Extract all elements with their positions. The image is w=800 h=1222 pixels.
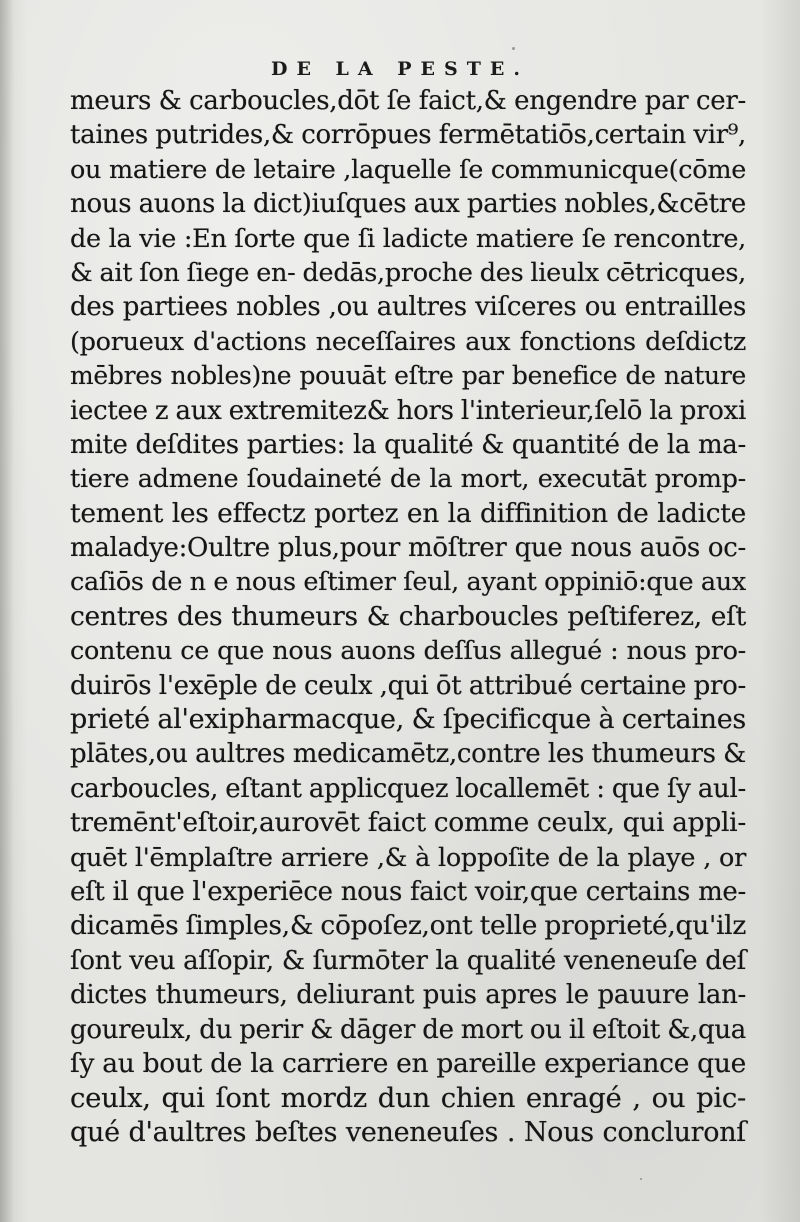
- text-line: iectee z aux extremitez& hors l'interieur,ſelō la proxi: [70, 395, 746, 426]
- text-line: carboucles, eſtant applicquez locallemēt : que ſy aul-: [70, 773, 746, 804]
- text-line: ſy au bout de la carriere en pareille experiance que: [70, 1047, 746, 1079]
- text-line: duirōs l'exēple de ceulx ,qui ōt attribué certaine pro-: [70, 670, 746, 701]
- text-line: goureulx, du perir & dāger de mort ou il eſtoit &,qua: [70, 1014, 746, 1045]
- text-line: caſiōs de n e nous eſtimer ſeul, ayant oppiniō:que aux: [70, 567, 746, 598]
- running-head: DE LA PESTE.: [270, 58, 529, 80]
- text-line: qué d'aultres beſtes veneneuſes . Nous concluronſ: [70, 1116, 746, 1148]
- text-line: tiere admene ſoudaineté de la mort, executāt promp-: [70, 464, 746, 495]
- text-line: des partiees nobles ,ou aultres viſceres ou entrailles: [70, 292, 746, 323]
- page-gutter-shadow: [0, 0, 14, 1222]
- paper-speck: [640, 1178, 642, 1180]
- text-line: tement les effectz portez en la diffinition de ladicte: [70, 497, 746, 529]
- text-line: (porueux d'actions neceſſaires aux fonctions deſdictz: [70, 326, 746, 357]
- text-line: maladye:Oultre plus,pour mōſtrer que nous auōs oc-: [70, 533, 746, 564]
- text-line: meurs & carboucles,dōt ſe faict,& engendre par cer-: [70, 86, 746, 116]
- text-line: mēbres nobles)ne pouuāt eſtre par benefice de nature: [70, 361, 746, 391]
- text-line: centres des thumeurs & charboucles peſtiferez, eſt: [70, 600, 746, 632]
- text-line: taines putrides,& corrōpues fermētatiōs,certain vir⁹,: [70, 120, 746, 151]
- text-line: ou matiere de letaire ,laquelle ſe communicque(cōme: [70, 154, 746, 185]
- text-line: eſt il que l'experiēce nous faict voir,que certains me-: [70, 876, 746, 907]
- text-line: dictes thumeurs, deliurant puis apres le pauure lan-: [70, 980, 746, 1011]
- text-line: quēt l'ēmplaſtre arriere ,& à loppoſite de la playe , or: [70, 842, 746, 873]
- text-line: dicamēs ſimples,& cōpoſez,ont telle proprieté,qu'ilz: [70, 910, 746, 942]
- text-line: mite deſdites parties: la qualité & quantité de la ma-: [70, 429, 746, 460]
- text-line: nous auons la dict)iuſques aux parties nobles,&cētre: [70, 189, 746, 220]
- body-text: [70, 84, 746, 1150]
- paper-speck: [512, 47, 515, 50]
- text-line: plātes,ou aultres medicamētz,contre les thumeurs &: [70, 739, 746, 770]
- text-line: tremēnt'eſtoir,aurovēt faict comme ceulx, qui appli-: [70, 807, 746, 839]
- text-line: ceulx, qui ſont mordz dun chien enragé , ou pic-: [70, 1082, 746, 1115]
- text-line: & ait ſon ſiege en- dedās,proche des lieulx cētricques,: [70, 257, 746, 288]
- text-line: prieté al'exipharmacque, & ſpecificque à certaines: [70, 704, 746, 736]
- text-line: de la vie :En ſorte que ſi ladicte matiere ſe rencontre,: [70, 223, 746, 254]
- text-line: ſont veu aſſopir, & ſurmōter la qualité veneneuſe deſ: [70, 945, 746, 976]
- text-line: contenu ce que nous auons deſſus allegué : nous pro-: [70, 636, 746, 667]
